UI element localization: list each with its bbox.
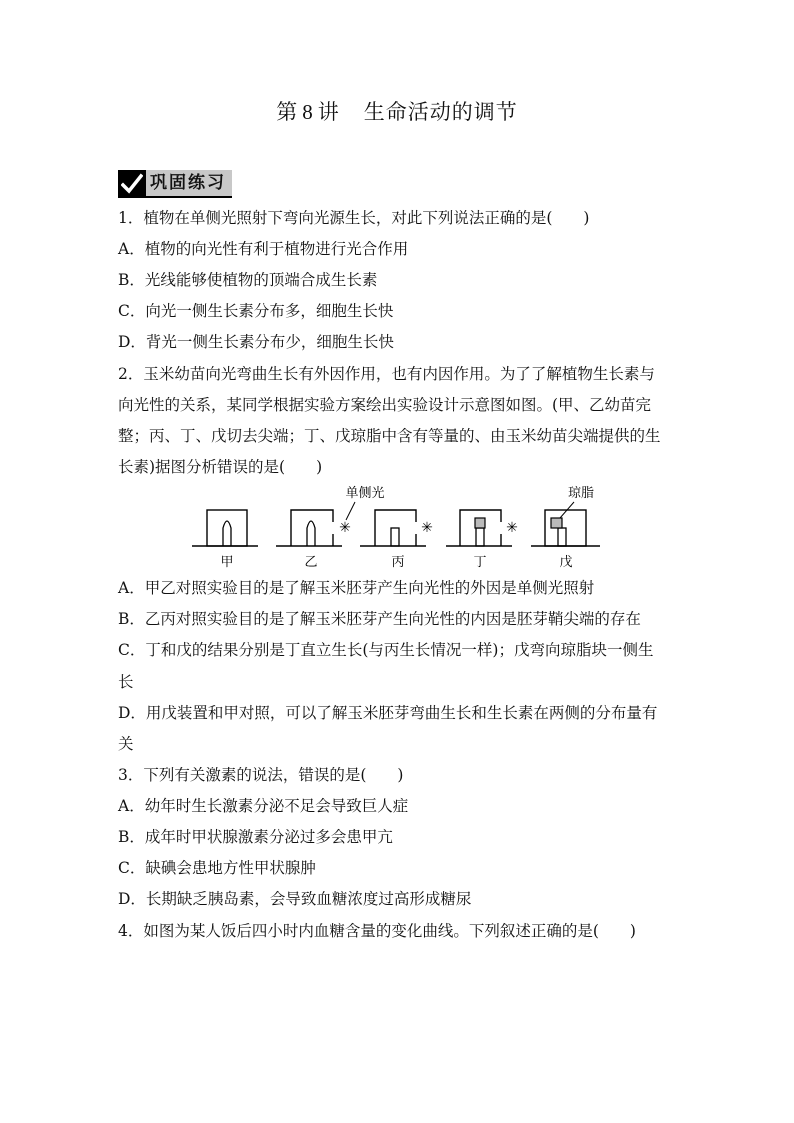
question-2-stem-line-1: 2．玉米幼苗向光弯曲生长有外因作用，也有内因作用。为了了解植物生长素与 [118, 365, 655, 383]
agar-block-icon [475, 518, 485, 528]
label-yi: 乙 [304, 555, 318, 570]
setup-wu [531, 485, 600, 570]
title-suffix: 讲 [317, 100, 340, 124]
question-2-option-c-line-1: C．丁和戊的结果分别是丁直立生长(与丙生长情况一样)；戊弯向琼脂块一侧生 [118, 641, 654, 659]
section-header [118, 170, 232, 198]
setup-ding [446, 510, 518, 570]
question-2-stem-line-3: 整；丙、丁、戊切去尖端；丁、戊琼脂中含有等量的、由玉米幼苗尖端提供的生 [118, 427, 661, 445]
label-wu: 戊 [559, 555, 573, 570]
question-1-option-d: D．背光一侧生长素分布少，细胞生长快 [118, 333, 394, 351]
title-number: 8 [302, 100, 314, 124]
question-4-stem: 4．如图为某人饭后四小时内血糖含量的变化曲线。下列叙述正确的是( ) [118, 922, 636, 940]
question-3-option-b: B．成年时甲状腺激素分泌过多会患甲亢 [118, 828, 393, 846]
question-3-option-c: C．缺碘会患地方性甲状腺肿 [118, 859, 316, 877]
label-unilateral-light: 单侧光 [345, 486, 385, 501]
question-1-stem: 1．植物在单侧光照射下弯向光源生长，对此下列说法正确的是( ) [118, 209, 590, 227]
seedling-intact-icon [223, 521, 231, 546]
seedling-cut-icon [558, 528, 566, 546]
label-ding: 丁 [473, 555, 487, 570]
seedling-intact-icon [307, 521, 315, 546]
setup-bing [360, 510, 433, 570]
question-2-option-d-line-1: D．用戊装置和甲对照，可以了解玉米胚芽弯曲生长和生长素在两侧的分布量有 [118, 704, 658, 722]
experiment-figure [190, 484, 610, 574]
question-2-stem-line-4: 长素)据图分析错误的是( ) [118, 458, 323, 476]
page-title [0, 96, 794, 126]
question-2-option-c-line-2: 长 [118, 673, 134, 691]
title-main: 生命活动的调节 [363, 100, 518, 124]
question-2-stem-line-2: 向光性的关系，某同学根据实验方案绘出实验设计示意图如图。(甲、乙幼苗完 [118, 396, 652, 414]
light-source-icon: ✳ [421, 520, 433, 536]
question-1-option-c: C．向光一侧生长素分布多，细胞生长快 [118, 302, 394, 320]
question-2-option-a: A．甲乙对照实验目的是了解玉米胚芽产生向光性的外因是单侧光照射 [118, 579, 595, 597]
title-prefix: 第 [276, 100, 299, 124]
question-1-option-b: B．光线能够使植物的顶端合成生长素 [118, 271, 378, 289]
checkmark-icon [118, 170, 146, 198]
question-3-option-a: A．幼年时生长激素分泌不足会导致巨人症 [118, 797, 409, 815]
question-2-option-d-line-2: 关 [118, 735, 134, 753]
seedling-cut-icon [391, 528, 399, 546]
question-1-option-a: A．植物的向光性有利于植物进行光合作用 [118, 240, 409, 258]
label-agar: 琼脂 [567, 486, 595, 501]
question-2-option-b: B．乙丙对照实验目的是了解玉米胚芽产生向光性的内因是胚芽鞘尖端的存在 [118, 610, 641, 628]
question-3-stem: 3．下列有关激素的说法，错误的是( ) [118, 766, 404, 784]
setup-yi [276, 485, 385, 570]
agar-block-icon [551, 518, 562, 528]
setup-jia [192, 510, 258, 570]
light-source-icon: ✳ [506, 520, 518, 536]
label-jia: 甲 [220, 555, 234, 570]
seedling-cut-icon [476, 528, 484, 546]
question-3-option-d: D．长期缺乏胰岛素，会导致血糖浓度过高形成糖尿 [118, 890, 472, 908]
light-source-icon: ✳ [339, 520, 351, 536]
label-bing: 丙 [391, 555, 405, 570]
section-label: 巩固练习 [146, 170, 232, 198]
